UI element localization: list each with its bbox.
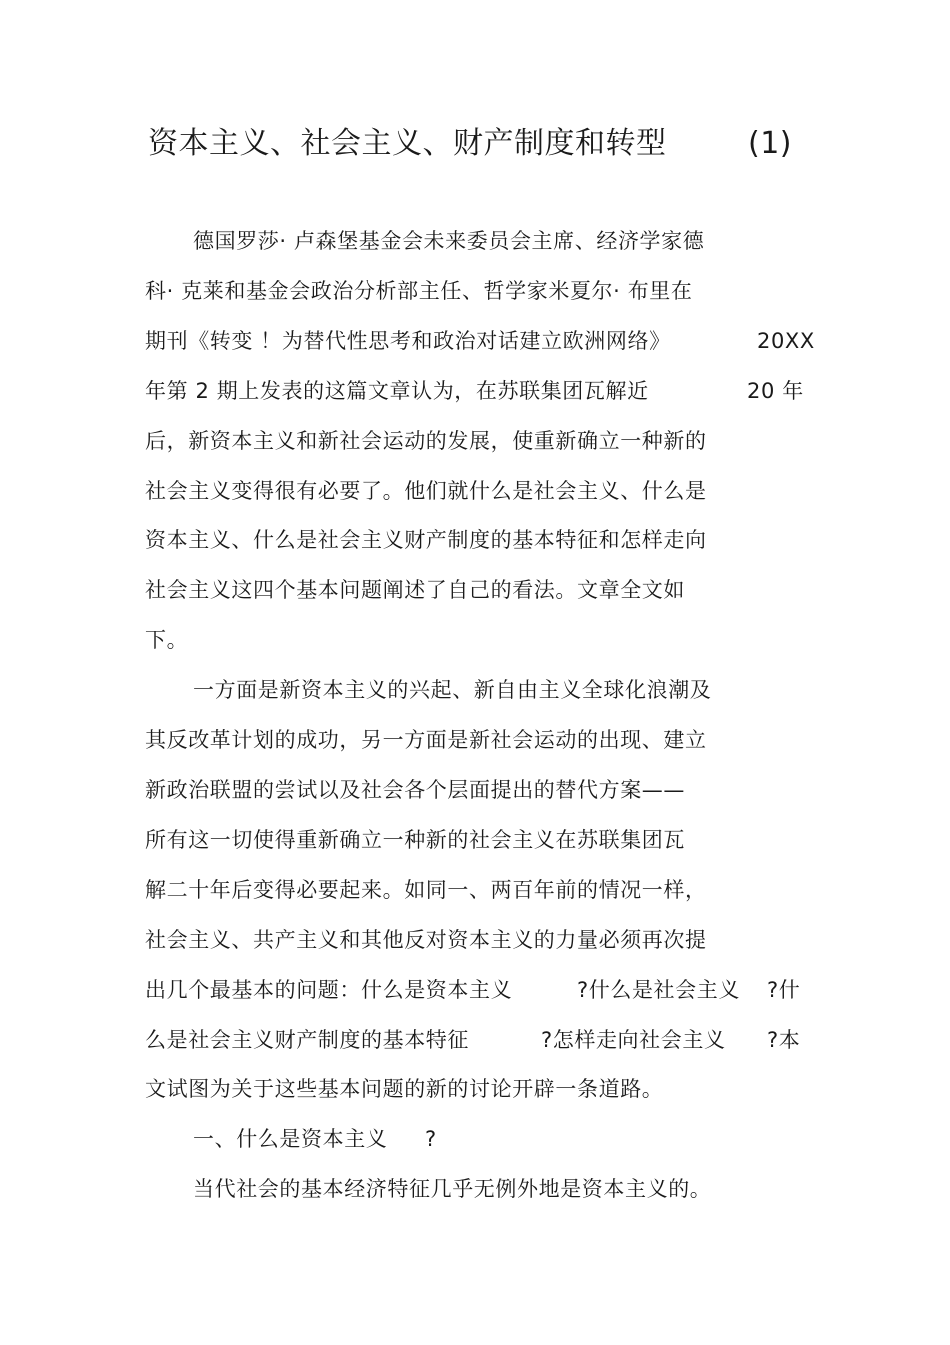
line-text: 科· 克莱和基金会政治分析部主任、哲学家米夏尔· 布里在 [145,279,693,303]
text-line [145,375,804,407]
title-text: 资本主义、社会主义、财产制度和转型 [148,126,667,161]
line-text: 当代社会的基本经济特征几乎无例外地是资本主义的。 [193,1177,712,1201]
text-line [145,724,707,756]
line-text: 年第 2 期上发表的这篇文章认为，在苏联集团瓦解近 [145,379,649,403]
text-line [145,325,815,357]
line-text: 一方面是新资本主义的兴起、新自由主义全球化浪潮及 [193,678,712,702]
line-text: 文试图为关于这些基本问题的新的讨论开辟一条道路。 [145,1077,664,1101]
line-text: 后，新资本主义和新社会运动的发展，使重新确立一种新的 [145,429,707,453]
document-title [148,120,828,168]
text-line [145,774,685,806]
title-part-number: (1) [748,126,792,161]
line-text: 社会主义、共产主义和其他反对资本主义的力量必须再次提 [145,928,707,952]
line-number: 20 年 [747,379,804,403]
text-line [145,574,685,606]
text-line [145,924,707,956]
line-question: ?怎样走向社会主义 [541,1028,726,1052]
line-text: 期刊《转变 ！为替代性思考和政治对话建立欧洲网络》 [145,329,671,353]
heading-text: 一、什么是资本主义 [193,1127,388,1151]
text-line [145,824,685,856]
line-text: 出几个最基本的问题：什么是资本主义 [145,978,513,1002]
line-year: 20XX [757,329,815,353]
line-text: 所有这一切使得重新确立一种新的社会主义在苏联集团瓦 [145,828,685,852]
line-text: 社会主义这四个基本问题阐述了自己的看法。文章全文如 [145,578,685,602]
text-line [145,874,707,906]
line-text: 社会主义变得很有必要了。他们就什么是社会主义、什么是 [145,479,707,503]
line-text: 德国罗莎· 卢森堡基金会未来委员会主席、经济学家德 [193,229,705,253]
line-text: 解二十年后变得必要起来。如同一、两百年前的情况一样， [145,878,707,902]
text-line [145,1073,663,1105]
line-text: 资本主义、什么是社会主义财产制度的基本特征和怎样走向 [145,528,707,552]
section-heading [193,1123,437,1155]
text-line [145,475,707,507]
text-line [145,275,693,307]
text-line [193,1173,711,1205]
text-line [145,624,188,656]
text-line [145,974,801,1006]
text-line [145,524,707,556]
line-text: 其反改革计划的成功，另一方面是新社会运动的出现、建立 [145,728,707,752]
line-text: 下。 [145,628,189,652]
text-line [145,1024,801,1056]
line-question: ?什么是社会主义 [577,978,740,1002]
heading-question-mark: ? [425,1127,437,1151]
text-line [193,674,711,706]
line-question: ?本 [767,1028,801,1052]
line-text: 么是社会主义财产制度的基本特征 [145,1028,469,1052]
line-question: ?什 [767,978,801,1002]
text-line [193,225,704,257]
text-line [145,425,707,457]
line-text: 新政治联盟的尝试以及社会各个层面提出的替代方案—— [145,778,685,802]
